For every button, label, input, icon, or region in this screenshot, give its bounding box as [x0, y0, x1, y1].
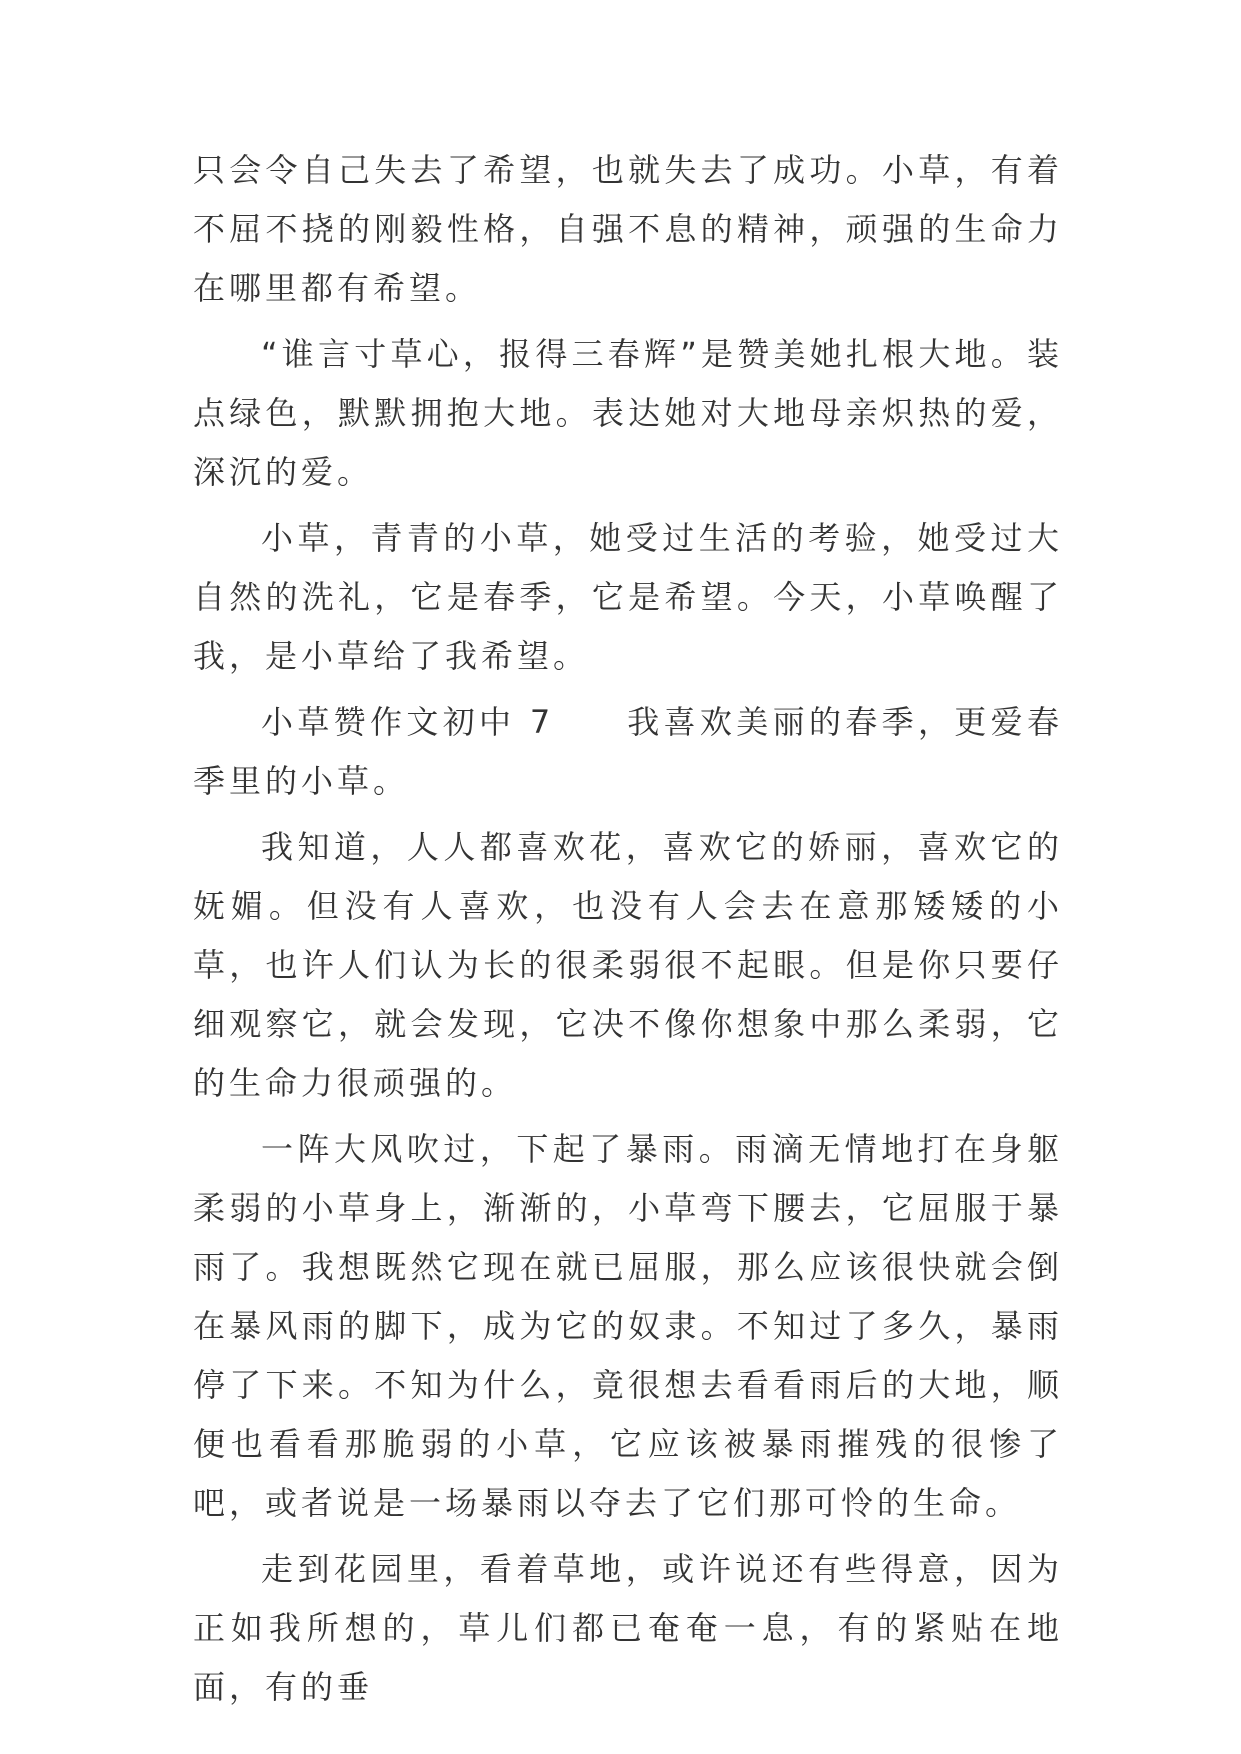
- paragraph-4: 小草赞作文初中 7 我喜欢美丽的春季，更爱春季里的小草。: [193, 703, 1063, 800]
- paragraph-6: 一阵大风吹过，下起了暴雨。雨滴无情地打在身躯柔弱的小草身上，渐渐的，小草弯下腰去，它屈服于暴雨了。我想既然它现在就已屈服，那么应该很快就会倒在暴风雨的脚下，成为它的奴隶。不知过了多久，暴雨停了下来。不知为什么，竟很想去看看雨后的大地，顺便也看看那脆弱的小草，它应该被暴雨摧残的很惨了吧，或者说是一场暴雨以夺去了它们那可怜的生命。: [193, 1130, 1063, 1522]
- paragraph-5: 我知道，人人都喜欢花，喜欢它的娇丽，喜欢它的妩媚。但没有人喜欢，也没有人会去在意那矮矮的小草，也许人们认为长的很柔弱很不起眼。但是你只要仔细观察它，就会发现，它决不像你想象中那么柔弱，它的生命力很顽强的。: [193, 828, 1063, 1102]
- document-body: [193, 141, 1063, 1717]
- paragraph-7: 走到花园里，看着草地，或许说还有些得意，因为正如我所想的，草儿们都已奄奄一息，有的紧贴在地面，有的垂: [193, 1550, 1063, 1706]
- paragraph-3: 小草，青青的小草，她受过生活的考验，她受过大自然的洗礼，它是春季，它是希望。今天，小草唤醒了我，是小草给了我希望。: [193, 519, 1063, 675]
- paragraph-1: 只会令自己失去了希望，也就失去了成功。小草，有着不屈不挠的刚毅性格，自强不息的精神，顽强的生命力在哪里都有希望。: [193, 151, 1063, 307]
- paragraph-2: “谁言寸草心，报得三春辉”是赞美她扎根大地。装点绿色，默默拥抱大地。表达她对大地母亲炽热的爱，深沉的爱。: [193, 335, 1063, 491]
